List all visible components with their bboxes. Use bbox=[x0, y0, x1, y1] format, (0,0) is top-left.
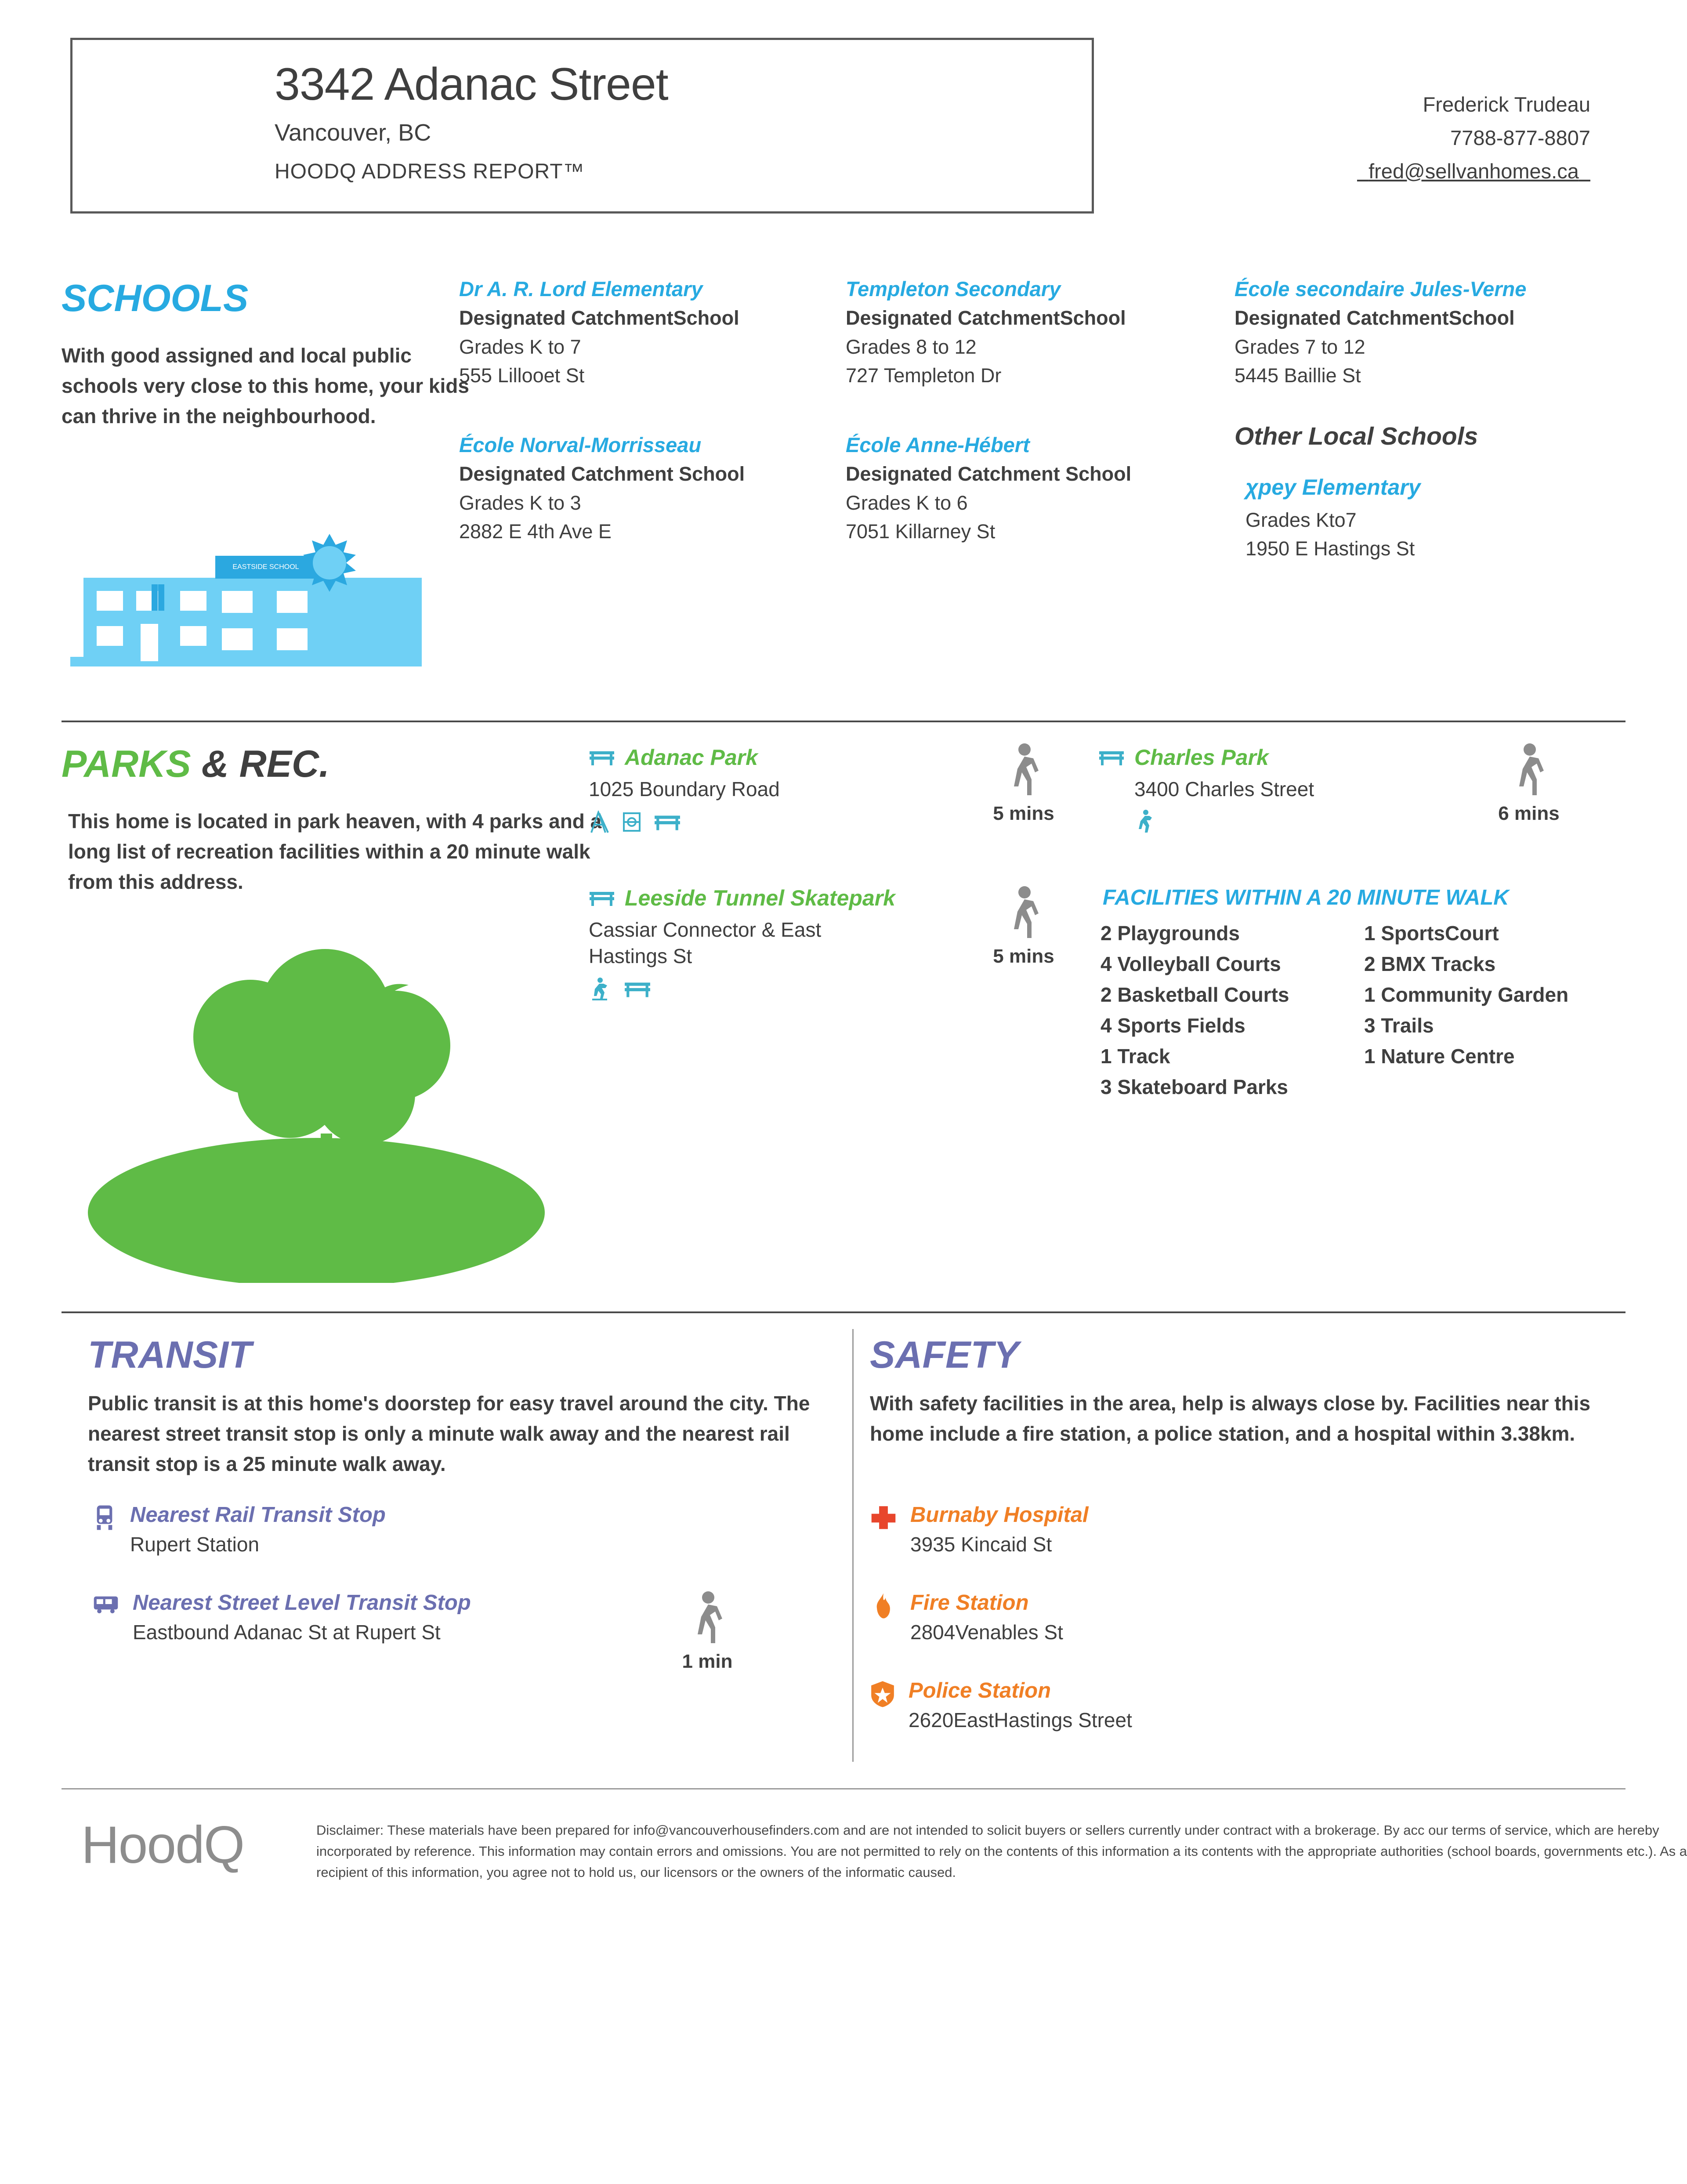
transit-item bbox=[92, 1590, 471, 1644]
school-name: École Norval-Morrisseau bbox=[459, 433, 702, 456]
school-address: 2882 E 4th Ave E bbox=[459, 520, 612, 543]
pedestrian-icon bbox=[687, 1590, 728, 1647]
walk-time bbox=[1489, 742, 1568, 825]
school-address: 555 Lillooet St bbox=[459, 364, 585, 387]
park-name: Leeside Tunnel Skatepark bbox=[625, 886, 895, 910]
school-name: χpey Elementary bbox=[1245, 475, 1421, 500]
school-grades: Grades K to 7 bbox=[459, 335, 581, 358]
train-icon bbox=[92, 1504, 117, 1532]
safety-address: 2620EastHastings Street bbox=[909, 1709, 1132, 1731]
school-designation: Designated Catchment School bbox=[459, 463, 745, 485]
school-card bbox=[459, 433, 793, 544]
bench-icon bbox=[589, 748, 615, 767]
flame-icon bbox=[873, 1592, 894, 1619]
report-footer bbox=[0, 1797, 1687, 1973]
transit-name: Nearest Rail Transit Stop bbox=[130, 1503, 386, 1527]
school-address: 5445 Baillie St bbox=[1234, 364, 1361, 387]
school-card bbox=[1234, 277, 1630, 388]
facility-item: 1 Community Garden bbox=[1364, 983, 1569, 1006]
safety-blurb: With safety facilities in the area, help is always close by. Facilities near this home include a fire station, a police station, and a hospital within 3.38km. bbox=[870, 1392, 1591, 1445]
school-name: Dr A. R. Lord Elementary bbox=[459, 277, 703, 301]
agent-name: Frederick Trudeau bbox=[1423, 93, 1590, 116]
schools-heading: SCHOOLS bbox=[62, 277, 249, 319]
facility-item: 1 Track bbox=[1101, 1044, 1170, 1068]
school-designation: Designated Catchment School bbox=[846, 463, 1132, 485]
park-name: Adanac Park bbox=[625, 745, 758, 770]
agent-phone: 7788-877-8807 bbox=[1450, 126, 1590, 150]
safety-heading: SAFETY bbox=[870, 1334, 1019, 1376]
school-address: 7051 Killarney St bbox=[846, 520, 996, 543]
school-card bbox=[846, 277, 1197, 388]
pedestrian-icon bbox=[1509, 742, 1549, 799]
school-designation: Designated CatchmentSchool bbox=[459, 307, 739, 330]
bench-icon bbox=[1098, 748, 1125, 767]
safety-item bbox=[870, 1678, 1132, 1732]
facility-item: 1 SportsCourt bbox=[1364, 922, 1499, 945]
school-name: École secondaire Jules-Verne bbox=[1234, 277, 1527, 301]
facility-item: 3 Skateboard Parks bbox=[1101, 1075, 1289, 1098]
hoodq-logo: HoodQ bbox=[81, 1815, 244, 1874]
school-address: 727 Templeton Dr bbox=[846, 364, 1002, 387]
parks-blurb: This home is located in park heaven, with 4 parks and a long list of recreation facilities within a 20 minute walk from this address. bbox=[68, 810, 602, 893]
walk-time bbox=[984, 742, 1063, 825]
other-local-schools-heading: Other Local Schools bbox=[1234, 422, 1478, 450]
police-badge-icon bbox=[870, 1680, 895, 1708]
playground-icon bbox=[589, 811, 610, 833]
park-card bbox=[1098, 745, 1450, 836]
safety-address: 2804Venables St bbox=[910, 1621, 1063, 1644]
page-title: 3342 Adanac Street bbox=[275, 59, 668, 110]
skateboard-icon bbox=[589, 977, 611, 1001]
safety-item bbox=[870, 1590, 1063, 1644]
walk-time-label: 5 mins bbox=[993, 803, 1054, 824]
transit-safety-section bbox=[0, 1318, 1687, 1775]
transit-blurb: Public transit is at this home's doorstep for easy travel around the city. The nearest street transit stop is only a minute walk away and the nearest rail transit stop is a 25 minute walk away. bbox=[88, 1392, 810, 1475]
report-label: HOODQ ADDRESS REPORT™ bbox=[275, 160, 585, 184]
school-card bbox=[846, 433, 1197, 544]
parks-heading bbox=[62, 742, 329, 786]
address-box bbox=[70, 38, 1094, 214]
safety-item bbox=[870, 1503, 1089, 1556]
bus-icon bbox=[92, 1593, 119, 1615]
walk-time-label: 5 mins bbox=[993, 945, 1054, 967]
walk-time-label: 1 min bbox=[682, 1651, 733, 1672]
transit-item bbox=[92, 1503, 386, 1556]
parks-heading-primary: PARKS bbox=[62, 743, 191, 785]
court-icon bbox=[621, 811, 642, 833]
park-address: Cassiar Connector & East Hastings St bbox=[589, 918, 822, 967]
safety-name: Fire Station bbox=[910, 1591, 1029, 1615]
facilities-heading: FACILITIES WITHIN A 20 MINUTE WALK bbox=[1103, 886, 1509, 909]
transit-address: Eastbound Adanac St at Rupert St bbox=[133, 1621, 441, 1644]
facility-item: 2 BMX Tracks bbox=[1364, 952, 1496, 975]
svg-text:EASTSIDE SCHOOL: EASTSIDE SCHOOL bbox=[232, 563, 299, 571]
park-card bbox=[589, 745, 940, 833]
school-grades: Grades Kto7 bbox=[1245, 509, 1357, 531]
transit-name: Nearest Street Level Transit Stop bbox=[133, 1591, 471, 1615]
safety-address: 3935 Kincaid St bbox=[910, 1533, 1052, 1556]
address-city: Vancouver, BC bbox=[275, 120, 431, 146]
park-name: Charles Park bbox=[1134, 745, 1269, 770]
walk-time bbox=[668, 1590, 747, 1673]
bench-icon bbox=[654, 812, 681, 832]
bench-icon bbox=[624, 979, 651, 999]
facility-item: 4 Sports Fields bbox=[1101, 1014, 1245, 1037]
school-card bbox=[459, 277, 793, 388]
facility-item: 2 Basketball Courts bbox=[1101, 983, 1289, 1006]
hospital-cross-icon bbox=[870, 1504, 897, 1530]
transit-address: Rupert Station bbox=[130, 1533, 260, 1556]
sports-field-icon bbox=[1134, 809, 1155, 833]
school-name: Templeton Secondary bbox=[846, 277, 1061, 301]
divider bbox=[62, 1788, 1625, 1789]
safety-name: Police Station bbox=[909, 1679, 1051, 1702]
parks-heading-secondary: & REC. bbox=[201, 743, 330, 785]
facilities-left-list bbox=[1101, 918, 1289, 1102]
schools-blurb: With good assigned and local public schools very close to this home, your kids can thrive in the neighbourhood. bbox=[62, 344, 469, 427]
facility-item: 4 Volleyball Courts bbox=[1101, 952, 1281, 975]
school-grades: Grades 8 to 12 bbox=[846, 335, 977, 358]
school-name: École Anne-Hébert bbox=[846, 433, 1030, 456]
school-designation: Designated CatchmentSchool bbox=[846, 307, 1126, 330]
walk-time-label: 6 mins bbox=[1498, 803, 1560, 824]
school-address: 1950 E Hastings St bbox=[1245, 537, 1415, 560]
agent-email[interactable]: fred@sellvanhomes.ca bbox=[1368, 159, 1579, 183]
park-address: 1025 Boundary Road bbox=[589, 778, 780, 800]
bench-icon bbox=[589, 888, 615, 908]
park-illustration bbox=[62, 905, 589, 1283]
safety-name: Burnaby Hospital bbox=[910, 1503, 1089, 1527]
school-grades: Grades K to 6 bbox=[846, 491, 968, 514]
school-designation: Designated CatchmentSchool bbox=[1234, 307, 1515, 330]
divider bbox=[62, 1311, 1625, 1313]
facility-item: 1 Nature Centre bbox=[1364, 1044, 1515, 1068]
transit-heading: TRANSIT bbox=[88, 1334, 252, 1376]
divider bbox=[62, 721, 1625, 722]
school-illustration bbox=[70, 525, 422, 701]
park-card bbox=[589, 885, 936, 1001]
pedestrian-icon bbox=[1003, 742, 1044, 799]
facility-item: 3 Trails bbox=[1364, 1014, 1434, 1037]
school-grades: Grades 7 to 12 bbox=[1234, 335, 1365, 358]
school-grades: Grades K to 3 bbox=[459, 491, 581, 514]
walk-time bbox=[984, 885, 1063, 967]
agent-contact bbox=[1357, 88, 1590, 188]
report-header bbox=[0, 0, 1687, 206]
facility-item: 2 Playgrounds bbox=[1101, 922, 1240, 945]
facilities-right-list bbox=[1364, 918, 1568, 1072]
school-card bbox=[1245, 474, 1641, 561]
pedestrian-icon bbox=[1003, 885, 1044, 942]
disclaimer-text: Disclaimer: These materials have been prepared for info@vancouverhousefinders.com and are not intended to solicit buyers or sellers currently under contract with a brokerage. By acc our terms of service, which are hereby incorporated by reference. This information may contain errors and omissions. You are not permitted to rely on the contents of this information a its contents with the appropriate authorities (school boards, governments etc.). As a recipient of this information, you agree not to hold us, our licensors or the owners of the informatic caused. bbox=[316, 1822, 1687, 1880]
park-address: 3400 Charles Street bbox=[1134, 778, 1314, 800]
